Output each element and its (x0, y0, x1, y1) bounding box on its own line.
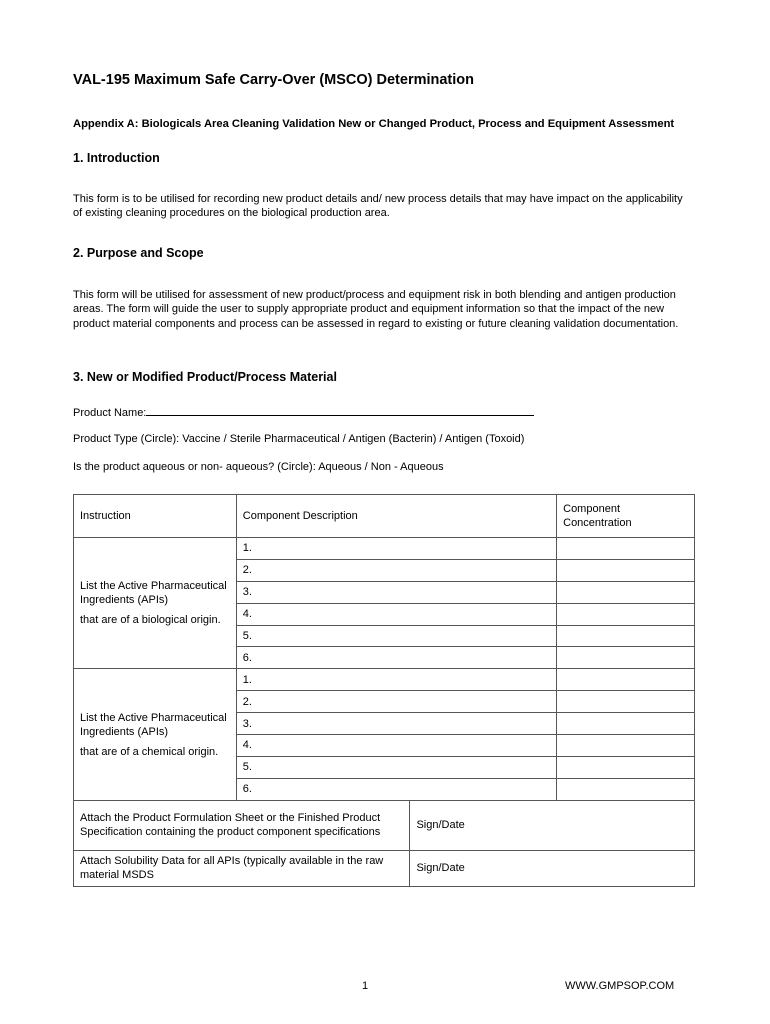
section-3-heading: 3. New or Modified Product/Process Material (73, 370, 337, 384)
header-instruction: Instruction (74, 495, 237, 538)
section-2-heading: 2. Purpose and Scope (73, 246, 204, 260)
description-cell[interactable]: 4. (236, 603, 556, 625)
description-cell[interactable]: 1. (236, 669, 556, 691)
description-cell[interactable]: 5. (236, 756, 556, 778)
attach-formulation-row (74, 800, 695, 850)
instruction-text: List the Active Pharmaceutical Ingredients (APIs) (80, 711, 227, 738)
concentration-cell[interactable] (557, 669, 695, 691)
concentration-cell[interactable] (557, 713, 695, 735)
section-1-text: This form is to be utilised for recording new product details and/ new process details that may have impact on the applicability of existing cleaning procedures on the biological production area. (73, 193, 683, 220)
instruction-text: that are of a chemical origin. (80, 745, 219, 758)
product-name-label: Product Name: (73, 407, 147, 419)
concentration-cell[interactable] (557, 691, 695, 713)
description-cell[interactable]: 1. (236, 538, 556, 560)
description-cell[interactable]: 6. (236, 647, 556, 669)
product-type-line: Product Type (Circle): Vaccine / Sterile Pharmaceutical / Antigen (Bacterin) / Antigen (Toxoid) (73, 433, 525, 445)
concentration-cell[interactable] (557, 735, 695, 757)
header-component-description: Component Description (236, 495, 556, 538)
table-row (74, 669, 695, 691)
concentration-cell[interactable] (557, 647, 695, 669)
section-1-heading: 1. Introduction (73, 151, 160, 165)
section-2-text: This form will be utilised for assessment of new product/process and equipment risk in both blending and antigen production areas. The form will guide the user to supply appropriate product and equipment information so that the impact of the new product material components and process can be assessed in regard to existing or future cleaning validation documentation. (73, 289, 679, 330)
description-cell[interactable]: 3. (236, 713, 556, 735)
concentration-cell[interactable] (557, 625, 695, 647)
description-cell[interactable]: 5. (236, 625, 556, 647)
attach-solubility-text: Attach Solubility Data for all APIs (typically available in the raw material MSDS (74, 850, 410, 886)
attach-solubility-sign[interactable]: Sign/Date (410, 850, 695, 886)
instruction-text: that are of a biological origin. (80, 614, 221, 627)
concentration-cell[interactable] (557, 756, 695, 778)
attach-solubility-row (74, 850, 695, 886)
document-title: VAL-195 Maximum Safe Carry-Over (MSCO) Determination (73, 72, 475, 88)
product-name-field[interactable] (73, 405, 534, 419)
table-row (74, 538, 695, 560)
attach-formulation-text: Attach the Product Formulation Sheet or the Finished Product Specification containing the product component specifications (74, 800, 410, 850)
header-concentration-line2: Concentration (563, 517, 632, 529)
concentration-cell[interactable] (557, 603, 695, 625)
concentration-cell[interactable] (557, 538, 695, 560)
instruction-text: List the Active Pharmaceutical Ingredients (APIs) (80, 580, 227, 607)
description-cell[interactable]: 4. (236, 735, 556, 757)
description-cell[interactable]: 3. (236, 581, 556, 603)
product-name-underline[interactable] (146, 405, 534, 416)
concentration-cell[interactable] (557, 778, 695, 800)
appendix-title: Appendix A: Biologicals Area Cleaning Validation New or Changed Product, Process and Equipment Assessment (73, 118, 675, 130)
attach-formulation-sign[interactable]: Sign/Date (410, 800, 695, 850)
table-header-row (74, 495, 695, 538)
instruction-biological (74, 538, 237, 669)
concentration-cell[interactable] (557, 581, 695, 603)
header-component-concentration (557, 495, 695, 538)
footer-website: WWW.GMPSOP.COM (565, 980, 675, 992)
description-cell[interactable]: 2. (236, 559, 556, 581)
description-cell[interactable]: 6. (236, 778, 556, 800)
concentration-cell[interactable] (557, 559, 695, 581)
page-number: 1 (362, 980, 369, 992)
aqueous-question: Is the product aqueous or non- aqueous? (Circle): Aqueous / Non - Aqueous (73, 461, 444, 473)
header-concentration-line1: Component (563, 503, 620, 515)
description-cell[interactable]: 2. (236, 691, 556, 713)
component-table (73, 494, 695, 887)
instruction-chemical (74, 669, 237, 800)
